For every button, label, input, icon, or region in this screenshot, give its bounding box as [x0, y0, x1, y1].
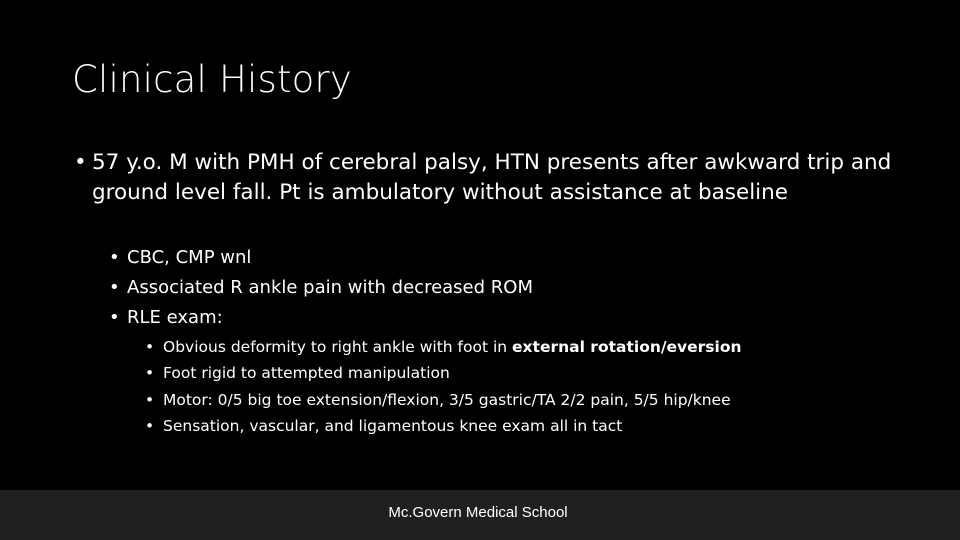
exam-bullet-text: Motor: 0/5 big toe extension/flexion, 3/5 gastric/TA 2/2 pain, 5/5 hip/knee — [163, 391, 731, 409]
sub-bullet — [109, 276, 533, 300]
exam-bullet-text: Sensation, vascular, and ligamentous knee exam all in tact — [163, 417, 623, 435]
exam-bullet — [145, 416, 622, 436]
exam-bullet — [145, 363, 450, 383]
bullet-icon: • — [109, 307, 120, 328]
footer-text: Mc.Govern Medical School — [388, 504, 568, 521]
sub-bullet-text: Associated R ankle pain with decreased ROM — [127, 277, 533, 298]
slide-title: Clinical History — [72, 58, 353, 101]
sub-bullet — [109, 306, 223, 330]
exam-bullet — [145, 390, 731, 410]
sub-bullet-text: RLE exam: — [127, 307, 223, 328]
bullet-icon: • — [145, 364, 155, 382]
bullet-icon: • — [109, 277, 120, 298]
exam-bullet — [145, 337, 742, 357]
sub-bullet-text: CBC, CMP wnl — [127, 247, 252, 268]
bullet-icon: • — [145, 417, 155, 435]
main-bullet-text: 57 y.o. M with PMH of cerebral palsy, HTN presents after awkward trip and ground level fall. Pt is ambulatory without assistance at baseline — [92, 150, 892, 205]
footer-bar — [0, 490, 960, 540]
exam-bullet-text: Obvious deformity to right ankle with foot in — [163, 338, 513, 356]
bullet-icon: • — [145, 391, 155, 409]
bullet-icon: • — [74, 150, 87, 175]
exam-bullet-bold-text: external rotation/eversion — [512, 338, 742, 356]
bullet-icon: • — [109, 247, 120, 268]
main-bullet — [74, 148, 892, 208]
exam-bullet-text: Foot rigid to attempted manipulation — [163, 364, 450, 382]
sub-bullet — [109, 246, 251, 270]
bullet-icon: • — [145, 338, 155, 356]
